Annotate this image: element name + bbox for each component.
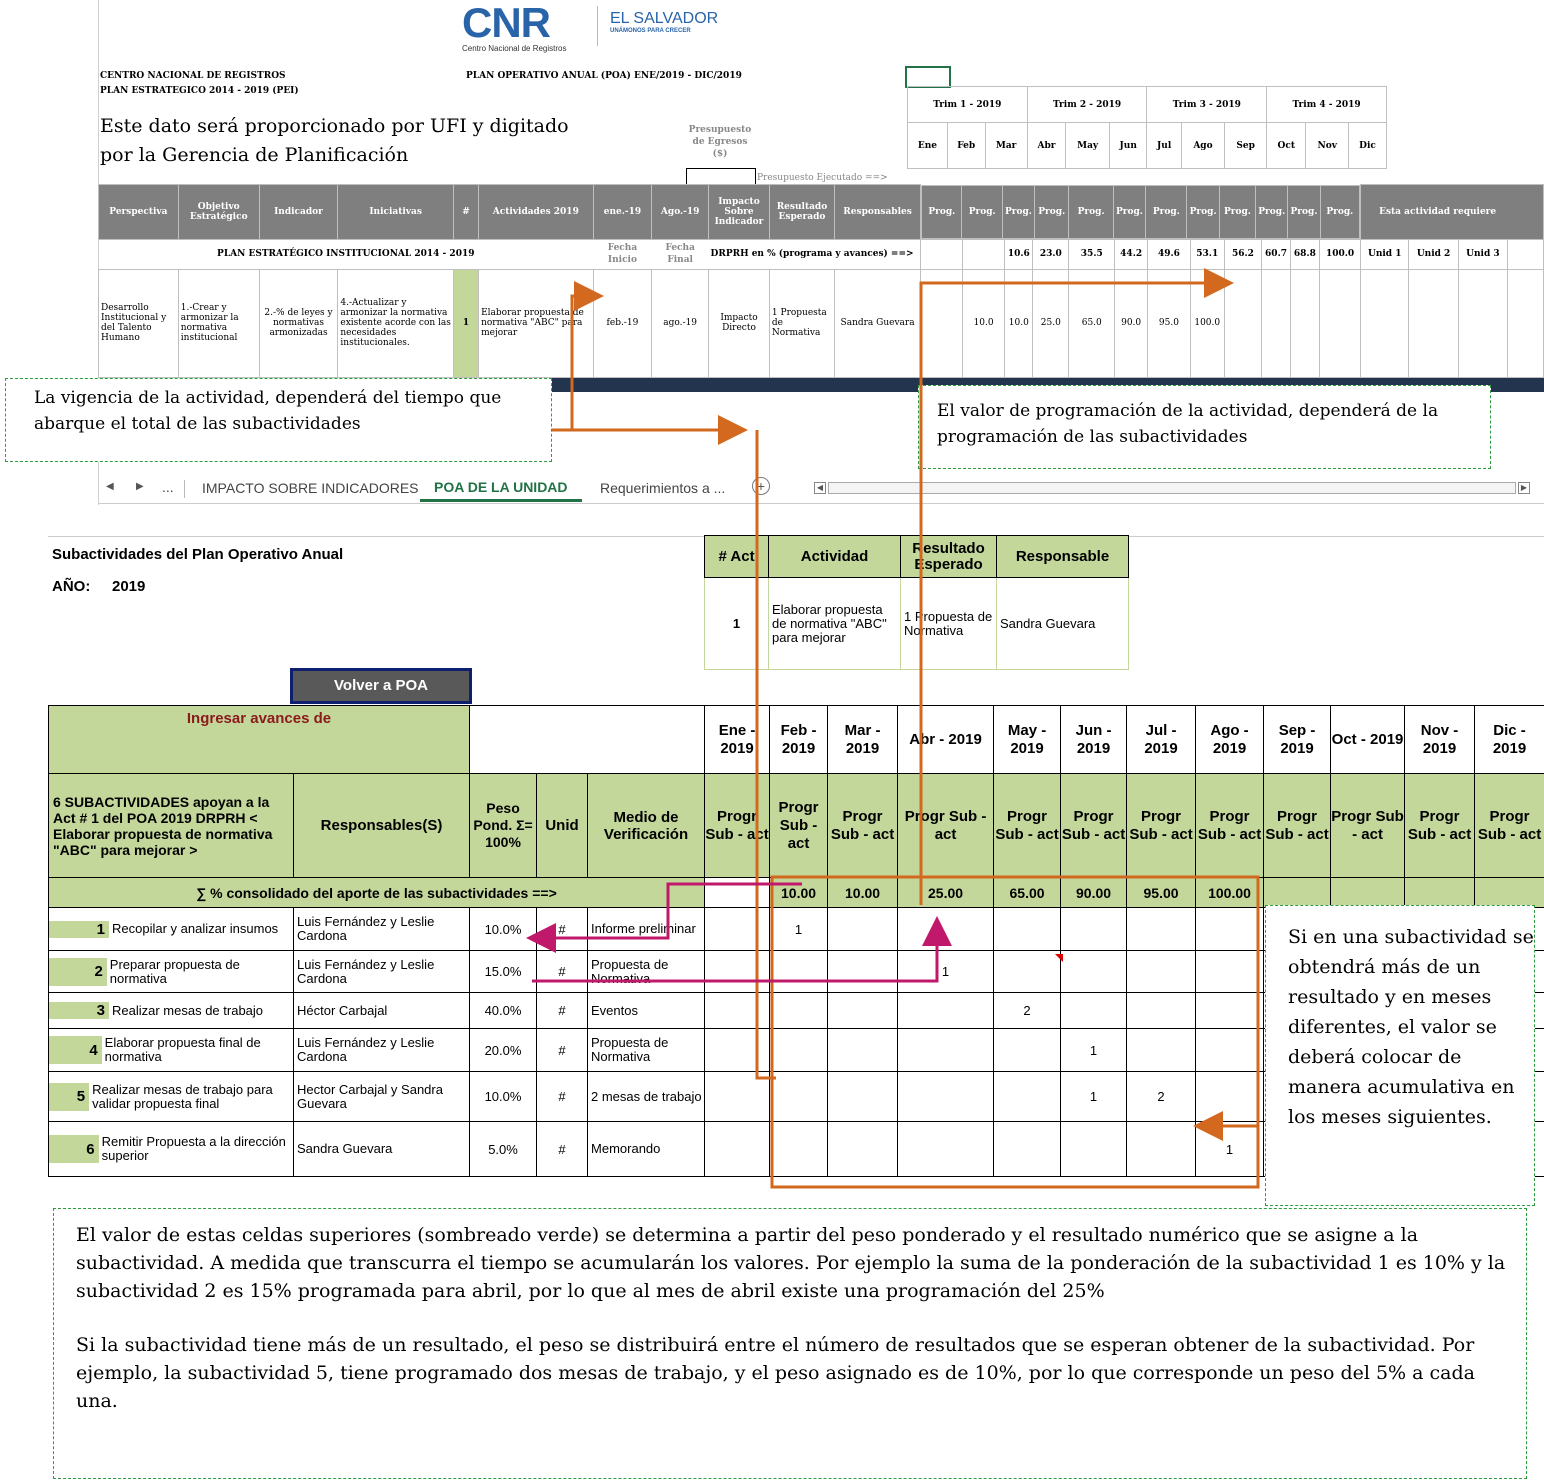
sub-month-cell[interactable] [705, 993, 770, 1029]
horizontal-scrollbar[interactable] [828, 482, 1516, 494]
drprh-value-4: 23.0 [1033, 239, 1069, 269]
sub-month-cell[interactable]: 1 [1061, 1072, 1127, 1122]
tab-prev-icon[interactable]: ◀ [106, 481, 114, 492]
sub-month-cell[interactable] [1196, 1072, 1264, 1122]
row-prog-11[interactable] [1290, 269, 1319, 377]
prog-header-5: Prog. [1069, 185, 1113, 238]
progr-sub-act-3: Progr Sub - act [828, 774, 898, 878]
cnr-logo [462, 2, 582, 58]
year-label: AÑO: [52, 578, 91, 595]
drprh-value-6: 44.2 [1115, 239, 1148, 269]
sub-month-cell[interactable] [1196, 1029, 1264, 1072]
trim-4: Trim 4 - 2019 [1267, 87, 1387, 123]
drprh-value-3: 10.6 [1005, 239, 1033, 269]
top-month-2: Feb [947, 123, 985, 169]
org-title: CENTRO NACIONAL DE REGISTROS [100, 71, 286, 81]
explanation-p2: Si la subactividad tiene más de un resultado, el peso se distribuirá entre el número de resultados que se esperan obtener de la subactividad. Por ejemplo, la subactividad 5, tiene programado dos mesas de trabajo, y el peso asignado es de 10%, por lo que corresponde un peso del 5% a cada una. [76, 1334, 1475, 1412]
prog-header-4: Prog. [1035, 185, 1069, 238]
sub-name: Remitir Propuesta a la dirección superior [101, 1134, 286, 1163]
top-month-9: Sep [1225, 123, 1267, 169]
sub-month-cell[interactable] [994, 951, 1061, 993]
sub-month-cell[interactable] [828, 908, 898, 951]
month-header-1: Ene - 2019 [705, 706, 770, 774]
sub-unid[interactable]: # [537, 1029, 588, 1072]
row-prog-9[interactable] [1224, 269, 1262, 377]
scrollbar-left-button[interactable]: ◀ [814, 482, 826, 494]
sum-label: ∑ % consolidado del aporte de las subactividades ==> [49, 878, 705, 908]
ingresar-avances-text: Ingresar avances de [186, 710, 332, 727]
sum-value-1 [705, 878, 770, 908]
hdr-indicador: Indicador [259, 185, 338, 240]
drprh-value-11: 68.8 [1290, 239, 1319, 269]
sub-peso[interactable]: 20.0% [470, 1029, 537, 1072]
prog-header-7: Prog. [1146, 185, 1187, 238]
top-month-5: May [1066, 123, 1110, 169]
sub-medio[interactable]: Propuesta de Normativa [588, 1029, 705, 1072]
sub-number: 3 [49, 1002, 109, 1019]
sub-month-cell[interactable] [1061, 1122, 1127, 1177]
act-resultado: 1 Propuesta de Normativa [901, 578, 997, 670]
sub-unid[interactable]: # [537, 993, 588, 1029]
progr-sub-act-12: Progr Sub - act [1475, 774, 1544, 878]
sub-month-cell[interactable]: 2 [994, 993, 1061, 1029]
sub-responsable[interactable]: Luis Fernández y Leslie Cardona [294, 951, 470, 993]
sub-month-cell[interactable] [705, 951, 770, 993]
sub-medio[interactable]: Propuesta de Normativa [588, 951, 705, 993]
sub-month-cell[interactable] [828, 951, 898, 993]
presupuesto-egresos-label: Presupuesto de Egresos ($) [688, 125, 752, 159]
sheet-tab-bar [98, 474, 1544, 504]
hdr-actividad: Actividad [769, 536, 901, 578]
row-resultado[interactable]: 1 Propuesta de Normativa [769, 269, 834, 377]
sub-unid[interactable]: # [537, 951, 588, 993]
vigencia-note [5, 378, 552, 462]
sub-medio[interactable]: Memorando [588, 1122, 705, 1177]
row-num[interactable]: 1 [453, 269, 478, 377]
top-month-7: Jul [1147, 123, 1181, 169]
year-value: 2019 [112, 578, 146, 595]
el-salvador-text: EL SALVADOR [610, 10, 719, 27]
programacion-note-text: El valor de programación de la actividad, dependerá de la programación de las subactividades [937, 401, 1439, 447]
progr-sub-act-8: Progr Sub - act [1196, 774, 1264, 878]
sub-title: Subactividades del Plan Operativo Anual [52, 546, 344, 563]
sub-number: 4 [49, 1036, 102, 1064]
unid-1: Unid 1 [1361, 239, 1409, 269]
top-month-10: Oct [1267, 123, 1306, 169]
progr-sub-act-11: Progr Sub - act [1405, 774, 1475, 878]
prog-header-11: Prog. [1288, 185, 1320, 238]
sub-month-cell[interactable] [770, 1072, 828, 1122]
sub-month-cell[interactable] [1196, 993, 1264, 1029]
sub-name: Recopilar y analizar insumos [112, 921, 279, 936]
month-header-2: Feb - 2019 [770, 706, 828, 774]
hdr-num: # [453, 185, 478, 240]
prog-header-12: Prog. [1320, 185, 1359, 238]
month-header-11: Nov - 2019 [1405, 706, 1475, 774]
month-header-9: Sep - 2019 [1264, 706, 1331, 774]
drprh-value-1 [921, 239, 963, 269]
tab-poa-unidad[interactable]: POA DE LA UNIDAD [420, 474, 582, 502]
trim-3: Trim 3 - 2019 [1147, 87, 1267, 123]
ufi-note: Este dato será proporcionado por UFI y digitado por la Gerencia de Planificación [100, 115, 569, 166]
sub-number: 5 [49, 1083, 89, 1111]
drprh-value-8: 53.1 [1190, 239, 1224, 269]
row-prog-3[interactable]: 10.0 [1005, 269, 1033, 377]
selected-cell[interactable] [905, 66, 951, 88]
sub-month-cell[interactable] [898, 993, 994, 1029]
hdr-responsables-s: Responsables(S) [294, 774, 470, 878]
sub-month-cell[interactable] [1127, 1122, 1196, 1177]
drprh-value-10: 60.7 [1262, 239, 1290, 269]
hdr-actividades: Actividades 2019 [479, 185, 593, 240]
hdr-peso: Peso Pond. Σ= 100% [470, 774, 537, 878]
top-month-3: Mar [985, 123, 1027, 169]
sub-month-cell[interactable] [1127, 1029, 1196, 1072]
trim-1: Trim 1 - 2019 [908, 87, 1028, 123]
logo-divider [597, 6, 598, 46]
sum-value-12 [1475, 878, 1544, 908]
sub-medio[interactable]: 2 mesas de trabajo [588, 1072, 705, 1122]
row-final[interactable]: ago.-19 [652, 269, 709, 377]
sub-month-cell[interactable] [705, 1122, 770, 1177]
sum-value-11 [1405, 878, 1475, 908]
sum-value-7: 95.00 [1127, 878, 1196, 908]
month-header-7: Jul - 2019 [1127, 706, 1196, 774]
trimester-header [907, 86, 1387, 169]
row-prog-2[interactable]: 10.0 [963, 269, 1005, 377]
progr-sub-act-9: Progr Sub - act [1264, 774, 1331, 878]
sum-value-6: 90.00 [1061, 878, 1127, 908]
sub-name: Elaborar propuesta final de normativa [104, 1035, 261, 1064]
sub-header: 6 SUBACTIVIDADES apoyan a la Act # 1 del POA 2019 DRPRH < Elaborar propuesta de normativa "ABC" para mejorar > [49, 774, 294, 878]
fecha-inicio-label: Fecha Inicio [607, 243, 638, 265]
sub-peso[interactable]: 10.0% [470, 908, 537, 951]
sub-month-cell[interactable] [705, 908, 770, 951]
hdr-responsable: Responsable [997, 536, 1129, 578]
row-indicador[interactable]: 2.-% de leyes y normativas armonizadas [259, 269, 338, 377]
sub-responsable[interactable]: Héctor Carbajal [294, 993, 470, 1029]
hdr-inicio: ene.-19 [593, 185, 652, 240]
sub-name: Realizar mesas de trabajo para validar propuesta final [92, 1081, 273, 1111]
tab-separator [184, 480, 185, 498]
act-responsable: Sandra Guevara [997, 578, 1129, 670]
el-salvador-logo [610, 10, 730, 34]
row-inicio[interactable]: feb.-19 [593, 269, 652, 377]
scrollbar-right-button[interactable]: ▶ [1518, 482, 1530, 494]
sub-responsable[interactable]: Luis Fernández y Leslie Cardona [294, 908, 470, 951]
month-header-10: Oct - 2019 [1331, 706, 1405, 774]
sub-month-cell[interactable]: 1 [1196, 1122, 1264, 1177]
row-prog-8[interactable]: 100.0 [1190, 269, 1224, 377]
vigencia-note-text: La vigencia de la actividad, dependerá del tiempo que abarque el total de las subactividades [34, 388, 502, 434]
volver-poa-button[interactable]: Volver a POA [290, 668, 472, 704]
sub-month-cell[interactable] [1061, 908, 1127, 951]
progr-sub-act-1: Progr Sub - act [705, 774, 770, 878]
month-header-4: Abr - 2019 [898, 706, 994, 774]
progr-sub-act-10: Progr Sub - act [1331, 774, 1405, 878]
prog-header-1: Prog. [922, 185, 962, 238]
sub-peso[interactable]: 40.0% [470, 993, 537, 1029]
explanation-note [53, 1208, 1527, 1479]
progr-sub-act-7: Progr Sub - act [1127, 774, 1196, 878]
sub-month-cell[interactable] [994, 1029, 1061, 1072]
sub-peso[interactable]: 10.0% [470, 1072, 537, 1122]
sub-month-cell[interactable] [828, 1029, 898, 1072]
unid-2: Unid 2 [1409, 239, 1458, 269]
hdr-objetivo: Objetivo Estratégico [178, 185, 259, 240]
row-actividad[interactable]: Elaborar propuesta de normativa "ABC" para mejorar [479, 269, 593, 377]
ingresar-avances [49, 706, 470, 774]
prog-header-10: Prog. [1256, 185, 1288, 238]
sub-month-cell[interactable] [1127, 908, 1196, 951]
fecha-final-label: Fecha Final [665, 243, 695, 265]
unid-3: Unid 3 [1458, 239, 1507, 269]
sum-value-9 [1264, 878, 1331, 908]
add-sheet-icon[interactable]: + [752, 477, 770, 495]
sub-month-cell[interactable] [770, 951, 828, 993]
activity-summary [704, 535, 1129, 670]
hdr-requiere: Esta actividad requiere [1361, 185, 1544, 240]
presupuesto-ejecutado-label: Presupuesto Ejecutado ==> [757, 173, 888, 183]
act-name: Elaborar propuesta de normativa "ABC" para mejorar [769, 578, 901, 670]
drprh-value-2 [963, 239, 1005, 269]
top-month-12: Dic [1349, 123, 1387, 169]
drprh-value-12: 100.0 [1320, 239, 1361, 269]
sub-month-cell[interactable] [1127, 993, 1196, 1029]
prog-header-3: Prog. [1002, 185, 1034, 238]
sub-month-cell[interactable] [705, 1029, 770, 1072]
row-prog-7[interactable]: 95.0 [1147, 269, 1190, 377]
sub-month-cell[interactable] [770, 1122, 828, 1177]
progr-sub-act-6: Progr Sub - act [1061, 774, 1127, 878]
tab-next-icon[interactable]: ▶ [136, 481, 144, 492]
hdr-perspectiva: Perspectiva [99, 185, 179, 240]
sum-value-2: 10.00 [770, 878, 828, 908]
sub-number: 1 [49, 921, 109, 938]
hdr-impacto: Impacto Sobre Indicador [709, 185, 770, 240]
sub-month-cell[interactable] [1061, 993, 1127, 1029]
act-num: 1 [705, 578, 769, 670]
month-header-12: Dic - 2019 [1475, 706, 1544, 774]
sum-value-4: 25.00 [898, 878, 994, 908]
sub-number: 6 [49, 1135, 99, 1163]
month-header-8: Ago - 2019 [1196, 706, 1264, 774]
sub-month-cell[interactable] [828, 1122, 898, 1177]
sub-month-cell[interactable] [1127, 951, 1196, 993]
sub-medio[interactable]: Eventos [588, 993, 705, 1029]
row-prog-5[interactable]: 65.0 [1069, 269, 1115, 377]
hdr-iniciativas: Iniciativas [338, 185, 454, 240]
explanation-p1: El valor de estas celdas superiores (sombreado verde) se determina a partir del peso ponderado y el resultado numérico que se asigne a la subactividad. A medida que transcurra el tiempo se acumularán los valores. Por ejemplo la suma de la ponderación de la subactividad 1 es 10% y la subactividad 2 es 15% programada para abril, por lo que al mes de abril existe una programación del 25% [76, 1224, 1506, 1302]
drprh-value-9: 56.2 [1224, 239, 1262, 269]
acumulativa-note [1265, 905, 1535, 1206]
hdr-responsables: Responsables [835, 185, 921, 240]
programacion-note [918, 385, 1491, 469]
trim-2: Trim 2 - 2019 [1027, 87, 1147, 123]
hdr-medio: Medio de Verificación [588, 774, 705, 878]
row-prog-6[interactable]: 90.0 [1115, 269, 1148, 377]
prog-header-2: Prog. [962, 185, 1002, 238]
sub-month-cell[interactable] [770, 1029, 828, 1072]
row-prog-12[interactable] [1320, 269, 1361, 377]
month-header-5: May - 2019 [994, 706, 1061, 774]
row-prog-1[interactable] [921, 269, 963, 377]
sub-responsable[interactable]: Hector Carbajal y Sandra Guevara [294, 1072, 470, 1122]
sub-month-cell[interactable] [898, 1029, 994, 1072]
hdr-final: Ago.-19 [652, 185, 709, 240]
tab-impacto[interactable]: IMPACTO SOBRE INDICADORES [202, 480, 419, 496]
sub-peso[interactable]: 15.0% [470, 951, 537, 993]
presupuesto-egresos-cell[interactable] [686, 168, 756, 185]
poa-table [98, 184, 1544, 392]
top-month-1: Ene [908, 123, 948, 169]
sub-unid[interactable]: # [537, 908, 588, 951]
hdr-act-num: # Act [705, 536, 769, 578]
month-header-3: Mar - 2019 [828, 706, 898, 774]
drprh-label: DRPRH en % (programa y avances) ==> [710, 249, 914, 259]
sub-month-cell[interactable] [898, 1072, 994, 1122]
acumulativa-note-text: Si en una subactividad se obtendrá más de un resultado y en meses diferentes, el valor se deberá colocar de manera acumulativa en los meses siguientes. [1288, 926, 1534, 1128]
sub-month-cell[interactable]: 1 [770, 908, 828, 951]
row-iniciativa[interactable]: 4.-Actualizar y armonizar la normativa existente acorde con las necesidades institucionales. [338, 269, 454, 377]
top-month-6: Jun [1109, 123, 1147, 169]
top-month-11: Nov [1306, 123, 1349, 169]
progr-sub-act-4: Progr Sub - act [898, 774, 994, 878]
sub-month-cell[interactable] [1196, 908, 1264, 951]
row-responsable[interactable]: Sandra Guevara [835, 269, 921, 377]
poa-title: PLAN OPERATIVO ANUAL (POA) ENE/2019 - DIC/2019 [466, 71, 742, 81]
sub-number: 2 [49, 958, 107, 986]
prog-header-6: Prog. [1113, 185, 1145, 238]
sum-value-3: 10.00 [828, 878, 898, 908]
sub-responsable[interactable]: Sandra Guevara [294, 1122, 470, 1177]
progr-sub-act-5: Progr Sub - act [994, 774, 1061, 878]
sub-month-cell[interactable] [828, 993, 898, 1029]
tab-more[interactable]: ... [162, 479, 174, 495]
sum-value-8: 100.00 [1196, 878, 1264, 908]
sub-month-cell[interactable]: 1 [898, 951, 994, 993]
hdr-unid: Unid [537, 774, 588, 878]
sub-name: Realizar mesas de trabajo [112, 1002, 264, 1018]
sub-month-cell[interactable] [994, 908, 1061, 951]
drprh-value-7: 49.6 [1147, 239, 1190, 269]
sub-month-cell[interactable] [705, 1072, 770, 1122]
sub-responsable[interactable]: Luis Fernández y Leslie Cardona [294, 1029, 470, 1072]
plan-title: PLAN ESTRATEGICO 2014 - 2019 (PEI) [100, 86, 299, 94]
sub-month-cell[interactable]: 1 [1061, 1029, 1127, 1072]
top-month-8: Ago [1181, 123, 1224, 169]
pei-label: PLAN ESTRATÉGICO INSTITUCIONAL 2014 - 2019 [217, 249, 475, 259]
tab-requerimientos[interactable]: Requerimientos a ... [600, 480, 726, 496]
cnr-logo-text: CNR [462, 0, 550, 46]
hdr-resultado: Resultado Esperado [769, 185, 834, 240]
sub-medio[interactable]: Informe preliminar [588, 908, 705, 951]
sub-unid[interactable]: # [537, 1072, 588, 1122]
sum-value-5: 65.00 [994, 878, 1061, 908]
sub-month-cell[interactable] [898, 908, 994, 951]
sub-peso[interactable]: 5.0% [470, 1122, 537, 1177]
cnr-logo-subtitle: Centro Nacional de Registros [462, 44, 567, 53]
sum-value-10 [1331, 878, 1405, 908]
sub-month-cell[interactable]: 2 [1127, 1072, 1196, 1122]
row-perspectiva[interactable]: Desarrollo Institucional y del Talento Humano [99, 269, 179, 377]
row-impacto[interactable]: Impacto Directo [709, 269, 770, 377]
progr-sub-act-2: Progr Sub - act [770, 774, 828, 878]
month-header-6: Jun - 2019 [1061, 706, 1127, 774]
sub-month-cell[interactable] [828, 1072, 898, 1122]
prog-header-9: Prog. [1219, 185, 1255, 238]
prog-header-8: Prog. [1187, 185, 1219, 238]
sub-month-cell[interactable] [770, 993, 828, 1029]
drprh-value-5: 35.5 [1069, 239, 1115, 269]
sub-month-cell[interactable] [1196, 951, 1264, 993]
sub-month-cell[interactable] [994, 1072, 1061, 1122]
row-objetivo[interactable]: 1.-Crear y armonizar la normativa institucional [178, 269, 259, 377]
sub-month-cell[interactable] [1061, 951, 1127, 993]
sub-month-cell[interactable] [994, 1122, 1061, 1177]
sub-month-cell[interactable] [898, 1122, 994, 1177]
sub-unid[interactable]: # [537, 1122, 588, 1177]
row-prog-10[interactable] [1262, 269, 1290, 377]
row-prog-4[interactable]: 25.0 [1033, 269, 1069, 377]
sub-name: Preparar propuesta de normativa [109, 956, 240, 986]
hdr-resultado-esperado: Resultado Esperado [901, 536, 997, 578]
top-month-4: Abr [1027, 123, 1066, 169]
el-salvador-subtitle: UNÁMONOS PARA CRECER [610, 28, 691, 34]
